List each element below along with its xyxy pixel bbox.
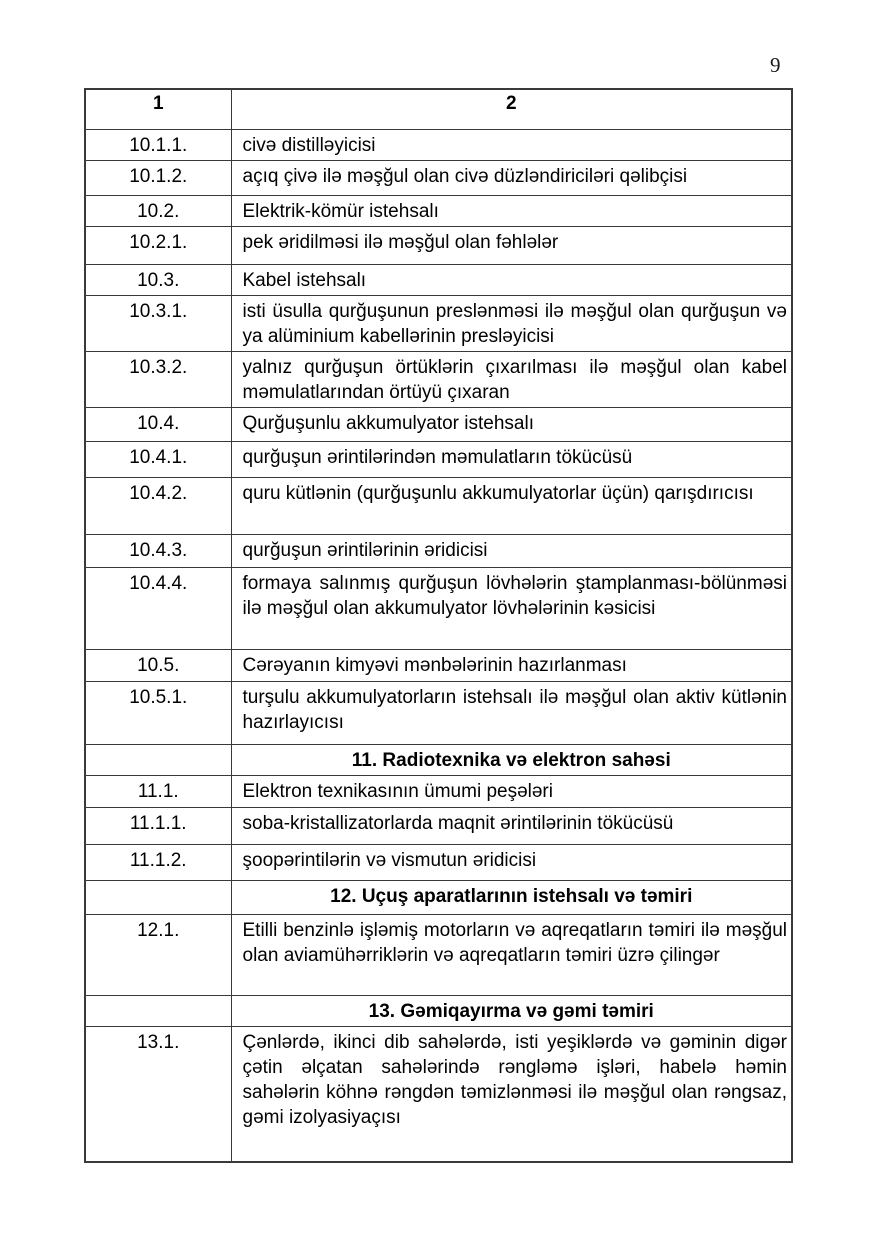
table-body <box>85 130 792 1162</box>
row-code: 10.4.3. <box>85 535 231 568</box>
table-row <box>85 442 792 478</box>
row-code: 11.1.1. <box>85 808 231 845</box>
section-header-row <box>85 745 792 776</box>
row-code: 10.3. <box>85 265 231 296</box>
table-row <box>85 130 792 161</box>
column-header-code: 1 <box>85 89 231 130</box>
row-code: 13.1. <box>85 1027 231 1162</box>
row-description: Elektron texnikasının ümumi peşələri <box>231 776 792 808</box>
table-row <box>85 915 792 996</box>
row-description: Cərəyanın kimyəvi mənbələrinin hazırlanması <box>231 650 792 682</box>
page-number: 9 <box>770 53 781 77</box>
row-code: 10.1.1. <box>85 130 231 161</box>
row-code: 10.3.2. <box>85 352 231 408</box>
row-code <box>85 881 231 915</box>
row-description: soba-kristallizatorlarda maqnit ərintilərinin tökücüsü <box>231 808 792 845</box>
row-description: qurğuşun ərintilərindən məmulatların tökücüsü <box>231 442 792 478</box>
row-description: Etilli benzinlə işləmiş motorların və aqreqatların təmiri ilə məşğul olan aviamühərriklərin və aqreqatların təmiri üzrə çilingər <box>231 915 792 996</box>
row-code: 10.3.1. <box>85 296 231 352</box>
table-row <box>85 568 792 650</box>
row-description: Elektrik-kömür istehsalı <box>231 196 792 227</box>
table-row <box>85 227 792 265</box>
table-row <box>85 161 792 196</box>
row-code: 10.5.1. <box>85 682 231 745</box>
professions-table <box>84 88 793 1163</box>
section-title: 12. Uçuş aparatlarının istehsalı və təmiri <box>231 881 792 915</box>
row-description: pek əridilməsi ilə məşğul olan fəhlələr <box>231 227 792 265</box>
row-code: 10.1.2. <box>85 161 231 196</box>
table-row <box>85 265 792 296</box>
table-row <box>85 776 792 808</box>
row-description: turşulu akkumulyatorların istehsalı ilə məşğul olan aktiv kütlənin hazırlayıcısı <box>231 682 792 745</box>
table-row <box>85 535 792 568</box>
row-code: 10.2.1. <box>85 227 231 265</box>
row-description: quru kütlənin (qurğuşunlu akkumulyatorlar üçün) qarışdırıcısı <box>231 478 792 535</box>
row-description: isti üsulla qurğuşunun preslənməsi ilə məşğul olan qurğuşun və ya alüminium kabellərinin presləyicisi <box>231 296 792 352</box>
row-code: 10.2. <box>85 196 231 227</box>
table-header-row <box>85 89 792 130</box>
row-code: 12.1. <box>85 915 231 996</box>
row-description: yalnız qurğuşun örtüklərin çıxarılması ilə məşğul olan kabel məmulatlarından örtüyü çıxaran <box>231 352 792 408</box>
table-row <box>85 478 792 535</box>
row-description: şoopərintilərin və vismutun əridicisi <box>231 845 792 881</box>
row-code: 10.4.1. <box>85 442 231 478</box>
table-row <box>85 296 792 352</box>
row-description: Çənlərdə, ikinci dib sahələrdə, isti yeşiklərdə və gəminin digər çətin əlçatan sahələrində rəngləmə işləri, habelə həmin sahələrin köhnə rəngdən təmizlənməsi ilə məşğul olan rəngsaz, gəmi izolyasiyaçısı <box>231 1027 792 1162</box>
table-row <box>85 352 792 408</box>
row-description: açıq çivə ilə məşğul olan civə düzləndiriciləri qəlibçisi <box>231 161 792 196</box>
table-row <box>85 808 792 845</box>
table-row <box>85 845 792 881</box>
row-code: 10.4.2. <box>85 478 231 535</box>
row-code <box>85 745 231 776</box>
section-header-row <box>85 881 792 915</box>
row-code: 10.4. <box>85 408 231 442</box>
table-row <box>85 196 792 227</box>
row-code: 10.5. <box>85 650 231 682</box>
row-code: 11.1.2. <box>85 845 231 881</box>
row-code: 11.1. <box>85 776 231 808</box>
row-description: Kabel istehsalı <box>231 265 792 296</box>
row-description: formaya salınmış qurğuşun lövhələrin ştamplanması-bölünməsi ilə məşğul olan akkumulyator lövhələrinin kəsicisi <box>231 568 792 650</box>
section-header-row <box>85 996 792 1027</box>
row-description: civə distilləyicisi <box>231 130 792 161</box>
section-title: 11. Radiotexnika və elektron sahəsi <box>231 745 792 776</box>
table-row <box>85 682 792 745</box>
row-description: Qurğuşunlu akkumulyator istehsalı <box>231 408 792 442</box>
table-row <box>85 650 792 682</box>
table-row <box>85 408 792 442</box>
section-title: 13. Gəmiqayırma və gəmi təmiri <box>231 996 792 1027</box>
row-code <box>85 996 231 1027</box>
table-row <box>85 1027 792 1162</box>
row-description: qurğuşun ərintilərinin əridicisi <box>231 535 792 568</box>
column-header-description: 2 <box>231 89 792 130</box>
row-code: 10.4.4. <box>85 568 231 650</box>
